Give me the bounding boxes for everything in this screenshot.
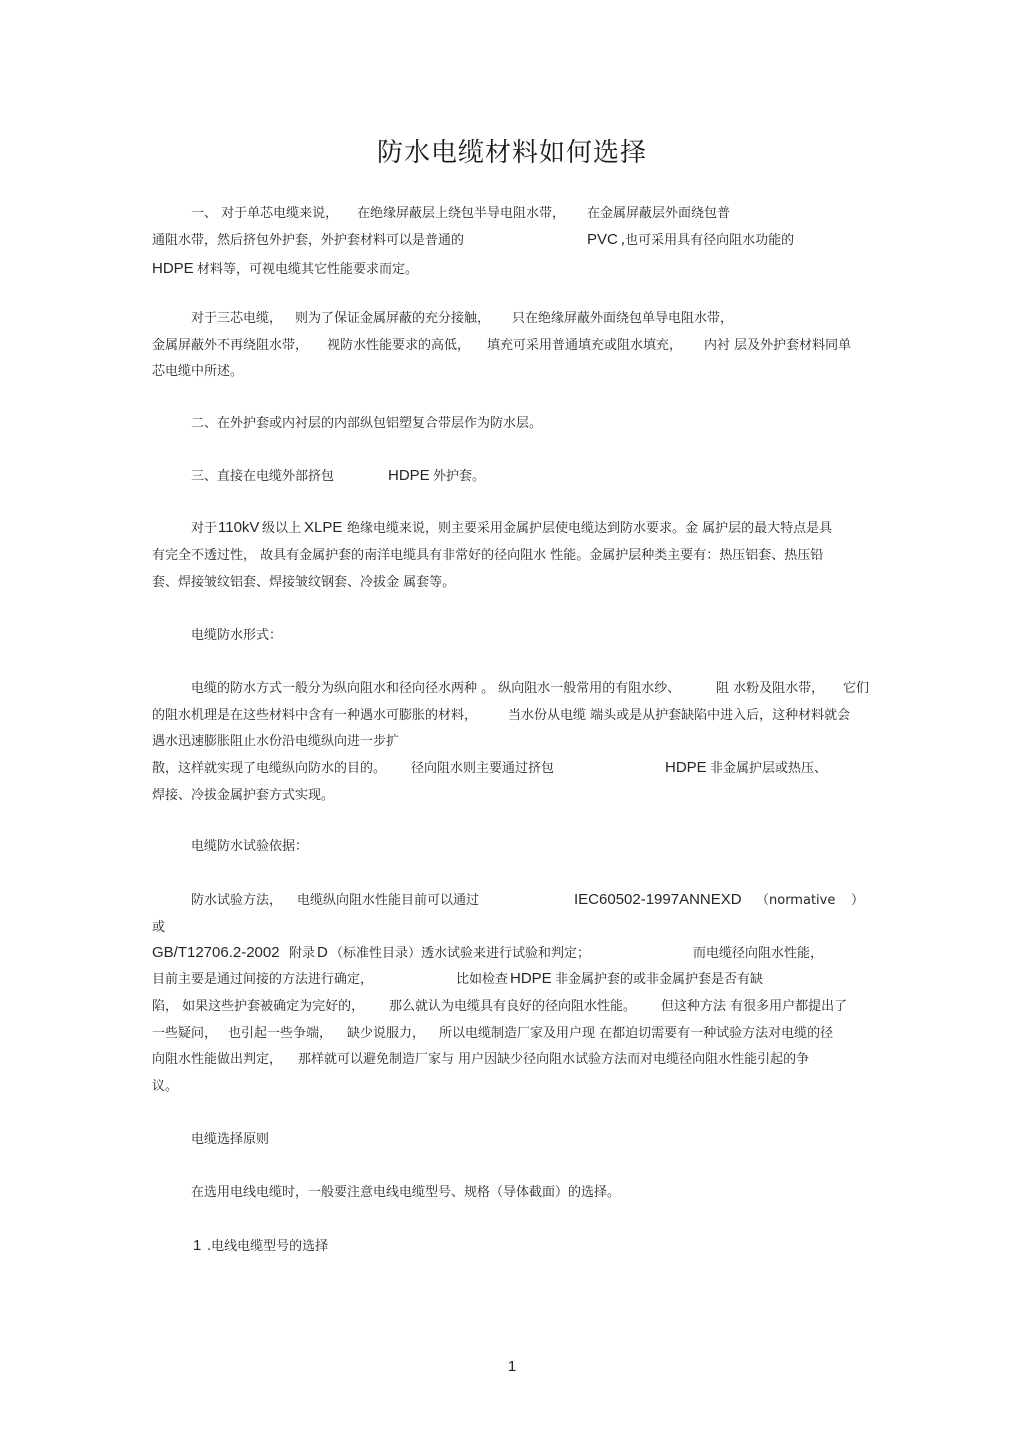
list-number: 1 (193, 1237, 202, 1254)
standard-gb: GB/T12706.2-2002 (152, 944, 280, 961)
paragraph-line: 在绝缘屏蔽层上绕包半导电阻水带， (357, 206, 566, 221)
paragraph-line: 防水试验方法， (191, 893, 283, 908)
paragraph-line: 视防水性能要求的高低， (327, 338, 471, 353)
paragraph-line: 在选用电线电缆时，一般要注意电线电缆型号、规格（导体截面）的选择。 (191, 1185, 621, 1200)
paragraph-line: （normative (756, 893, 836, 908)
paragraph-line: 比如检查 (456, 972, 509, 987)
paragraph-line: 二、在外护套或内衬层的内部纵包铝塑复合带层作为防水层。 (191, 416, 543, 431)
paragraph-line: 电缆的防水方式一般分为纵向阻水和径向径水两种 。 纵向阻水一般常用的有阻水纱、 (191, 681, 681, 696)
term-hdpe: HDPE (665, 759, 707, 776)
paragraph-line: 只在绝缘屏蔽外面绕包单导电阻水带， (512, 311, 734, 326)
paragraph-line: 目前主要是通过间接的方法进行确定， (152, 972, 374, 987)
paragraph-line: 套、焊接皱纹铝套、焊接皱纹钢套、冷拔金 属套等。 (152, 575, 456, 590)
paragraph-line: 非金属护套的或非金属护套是否有缺 (555, 972, 764, 987)
paragraph-line: 对于三芯电缆， (191, 311, 283, 326)
paragraph-line: 三、直接在电缆外部挤包 (191, 469, 335, 484)
term-pvc: PVC (587, 231, 618, 248)
paragraph-line: 在金属屏蔽层外面绕包普 (587, 206, 731, 221)
paragraph-line: 焊接、冷拔金属护套方式实现。 (152, 788, 335, 803)
paragraph-line: 金属屏蔽外不再绕阻水带， (152, 338, 309, 353)
paragraph-line: 那么就认为电缆具有良好的径向阻水性能。 (389, 999, 637, 1014)
paragraph-line: 级以上 (262, 521, 302, 536)
paragraph-line: 材料等，可视电缆其它性能要求而定。 (197, 262, 419, 277)
page-number: 1 (507, 1358, 517, 1375)
paragraph-line: 遇水迅速膨胀阻止水份沿电缆纵向进一步扩 (152, 734, 400, 749)
paragraph-line: ） (851, 893, 865, 908)
term-hdpe: HDPE (152, 260, 194, 277)
paragraph-line: 径向阻水则主要通过挤包 (411, 761, 555, 776)
paragraph-line: 缺少说服力， (347, 1026, 426, 1041)
paragraph-line: 一些疑问， (152, 1026, 218, 1041)
subsection-heading: .电线电缆型号的选择 (207, 1239, 329, 1254)
paragraph-line: 那样就可以避免制造厂家与 用户因缺少径向阻水试验方法而对电缆径向阻水性能引起的争 (298, 1052, 810, 1067)
paragraph-line: 向阻水性能做出判定， (152, 1052, 283, 1067)
term-xlpe: XLPE (304, 519, 343, 536)
paragraph-line: 芯电缆中所述。 (152, 364, 244, 379)
paragraph-line: 但这种方法 有很多用户都提出了 (661, 999, 848, 1014)
paragraph-line: 填充可采用普通填充或阻水填充， (487, 338, 683, 353)
paragraph-line: 它们 (843, 681, 870, 696)
paragraph-line: 阻 水粉及阻水带， (716, 681, 825, 696)
document-title: 防水电缆材料如何选择 (376, 138, 647, 168)
paragraph-line: （标准性目录）透水试验来进行试验和判定； (330, 946, 591, 961)
paragraph-line: 议。 (152, 1079, 179, 1094)
paragraph-line: 外护套。 (433, 469, 486, 484)
paragraph-line: 也引起一些争端， (228, 1026, 333, 1041)
paragraph-line: 有完全不透过性， 故具有金属护套的南洋电缆具有非常好的径向阻水 性能。金属护层种类主要有：热压铝套、热压铅 (152, 548, 824, 563)
paragraph-line: 附录 (289, 946, 316, 961)
paragraph-line: 对于 (191, 521, 218, 536)
paragraph-line: 的阻水机理是在这些材料中含有一种遇水可膨胀的材料， (152, 708, 478, 723)
paragraph-line: 当水份从电缆 端头或是从护套缺陷中进入后，这种材料就会 (508, 708, 851, 723)
paragraph-line: ,也可采用具有径向阻水功能的 (621, 233, 795, 248)
term-110kv: 110kV (218, 519, 260, 536)
standard-iec: IEC60502-1997ANNEXD (574, 891, 742, 908)
paragraph-line: 则为了保证金属屏蔽的充分接触， (295, 311, 491, 326)
paragraph-line: 一、 对于单芯电缆来说， (191, 206, 339, 221)
appendix-letter: D (317, 944, 328, 961)
paragraph-line: 绝缘电缆来说，则主要采用金属护层使电缆达到防水要求。金 属护层的最大特点是具 (347, 521, 833, 536)
paragraph-line: 而电缆径向阻水性能， (693, 946, 824, 961)
paragraph-line: 电缆纵向阻水性能目前可以通过 (297, 893, 480, 908)
paragraph-line: 陷， 如果这些护套被确定为完好的， (152, 999, 365, 1014)
section-heading: 电缆选择原则 (191, 1132, 270, 1147)
paragraph-line: 通阻水带，然后挤包外护套，外护套材料可以是普通的 (152, 233, 465, 248)
section-heading: 电缆防水形式： (191, 628, 283, 643)
term-hdpe: HDPE (510, 970, 552, 987)
term-hdpe: HDPE (388, 467, 430, 484)
section-heading: 电缆防水试验依据： (191, 839, 309, 854)
paragraph-line: 非金属护层或热压、 (710, 761, 828, 776)
paragraph-line: 散，这样就实现了电缆纵向防水的目的。 (152, 761, 387, 776)
paragraph-line: 所以电缆制造厂家及用户现 在都迫切需要有一种试验方法对电缆的径 (439, 1026, 834, 1041)
paragraph-line: 内衬 层及外护套材料同单 (704, 338, 852, 353)
paragraph-line: 或 (152, 920, 166, 935)
